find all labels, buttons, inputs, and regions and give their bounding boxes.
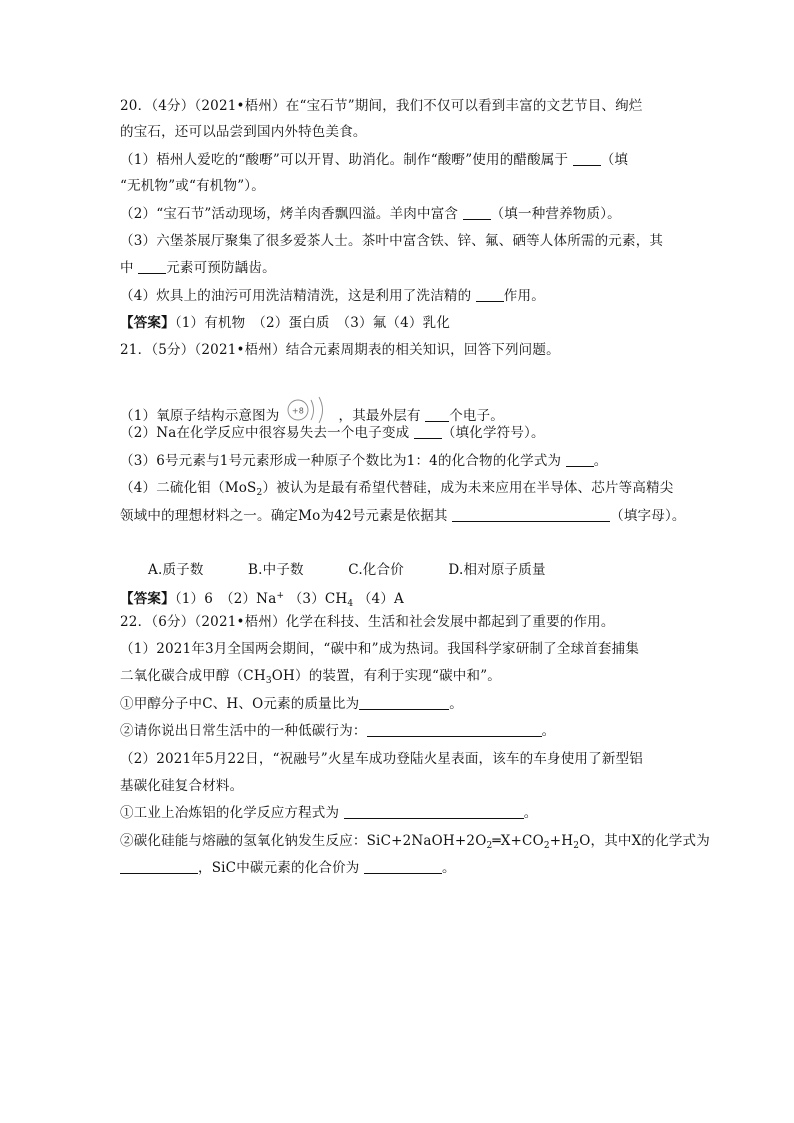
- answer-blank[interactable]: [476, 287, 504, 302]
- q20-part4: （4）炊具上的油污可用洗洁精清洗，这是利用了洗洁精的 作用。: [120, 288, 545, 304]
- option-d[interactable]: D.相对原子质量: [448, 562, 546, 578]
- q22-part1-cont: 二氧化碳合成甲醇$(CH_3OH)$的装置，有利于实现“碳中和”。: [120, 668, 501, 686]
- q21-options: [148, 560, 586, 580]
- q21-part2: （2）Na在化学反应中很容易失去一个电子变成 （填化学符号）。: [120, 425, 545, 441]
- q20-answer: 【答案】（1）有机物 （2）蛋白质 （3）氟（4）乳化: [120, 315, 451, 331]
- option-a[interactable]: A.质子数: [148, 562, 204, 578]
- q22-sub2: ②请你说出日常生活中的一种低碳行为： 。: [120, 723, 556, 739]
- q22-sub3: ①工业上冶炼铝的化学反应方程式为 。: [120, 805, 538, 821]
- q22-part2-cont: 基碳化硅复合材料。: [120, 778, 244, 794]
- answer-blank[interactable]: [425, 407, 449, 422]
- option-b[interactable]: B.中子数: [248, 562, 304, 578]
- answer-blank[interactable]: [367, 722, 542, 737]
- q21-part3: （3）6号元素与1号元素形成一种原子个数比为1：4的化合物的化学式为 。: [120, 453, 608, 469]
- q20-part1: （1）梧州人爱吃的“酸嘢”可以开胃、助消化。制作“酸嘢”使用的醋酸属于 （填: [120, 152, 629, 168]
- nucleus-charge-label: +8: [291, 406, 305, 416]
- answer-blank[interactable]: [452, 507, 610, 522]
- q22-part2: （2）2021年5月22日，“祝融号”火星车成功登陆火星表面，该车的车身使用了新型铝: [120, 751, 643, 767]
- answer-blank[interactable]: [364, 859, 442, 874]
- q22-header: 22．（6分）（2021•梧州）化学在科技、生活和社会发展中都起到了重要的作用。: [120, 614, 615, 630]
- answer-blank[interactable]: [344, 804, 524, 819]
- answer-blank[interactable]: [359, 695, 449, 710]
- q21-answer: 【答案】（1）6 （2）Na+ $(3)CH_4$ （4）A: [120, 591, 404, 609]
- answer-blank[interactable]: [566, 452, 594, 467]
- q20-header-cont: 的宝石，还可以品尝到国内外特色美食。: [120, 124, 367, 140]
- q20-part1-cont: “无机物”或“有机物”）。: [120, 178, 265, 194]
- option-c[interactable]: C.化合价: [348, 562, 404, 578]
- q21-part1: （1）氧原子结构示意图为 +8 ，其最外层有 个电子。: [120, 396, 504, 430]
- q22-sub4: ②碳化硅能与熔融的氢氧化钠发生反应：$SiC+2NaOH+2O_2═X+CO_2+H_2O$，其中X的化学式为: [120, 833, 710, 851]
- q22-part1: （1）2021年3月全国两会期间，“碳中和”成为热词。我国科学家研制了全球首套捕集: [120, 641, 640, 657]
- answer-blank[interactable]: [463, 205, 491, 220]
- q20-part3-cont: 中 元素可预防龋齿。: [120, 260, 276, 276]
- q22-sub1: ①甲醇分子中C、H、O元素的质量比为 。: [120, 696, 463, 712]
- q20-part2: （2）“宝石节”活动现场，烤羊肉香飘四溢。羊肉中富含 （填一种营养物质）。: [120, 206, 621, 222]
- q21-part4-cont: 领域中的理想材料之一。确定Mo为42号元素是依据其 （填字母）。: [120, 508, 686, 524]
- q22-sub5: ，SiC中碳元素的化合价为 。: [120, 858, 456, 878]
- answer-blank[interactable]: [414, 424, 442, 439]
- answer-blank[interactable]: [138, 259, 166, 274]
- q21-header: 21．（5分）（2021•梧州）结合元素周期表的相关知识，回答下列问题。: [120, 342, 560, 358]
- q20-header: 20．（4分）（2021•梧州）在“宝石节”期间，我们不仅可以看到丰富的文艺节目、绚烂: [120, 98, 643, 114]
- answer-blank[interactable]: [120, 859, 198, 874]
- q21-part4: （4）二硫化钼（MoS$_2$）被认为是最有希望代替硅，成为未来应用在半导体、芯片等高精尖: [120, 480, 674, 498]
- answer-blank[interactable]: [573, 151, 601, 166]
- q20-part3: （3）六堡茶展厅聚集了很多爱茶人士。茶叶中富含铁、锌、氟、硒等人体所需的元素，其: [120, 233, 664, 249]
